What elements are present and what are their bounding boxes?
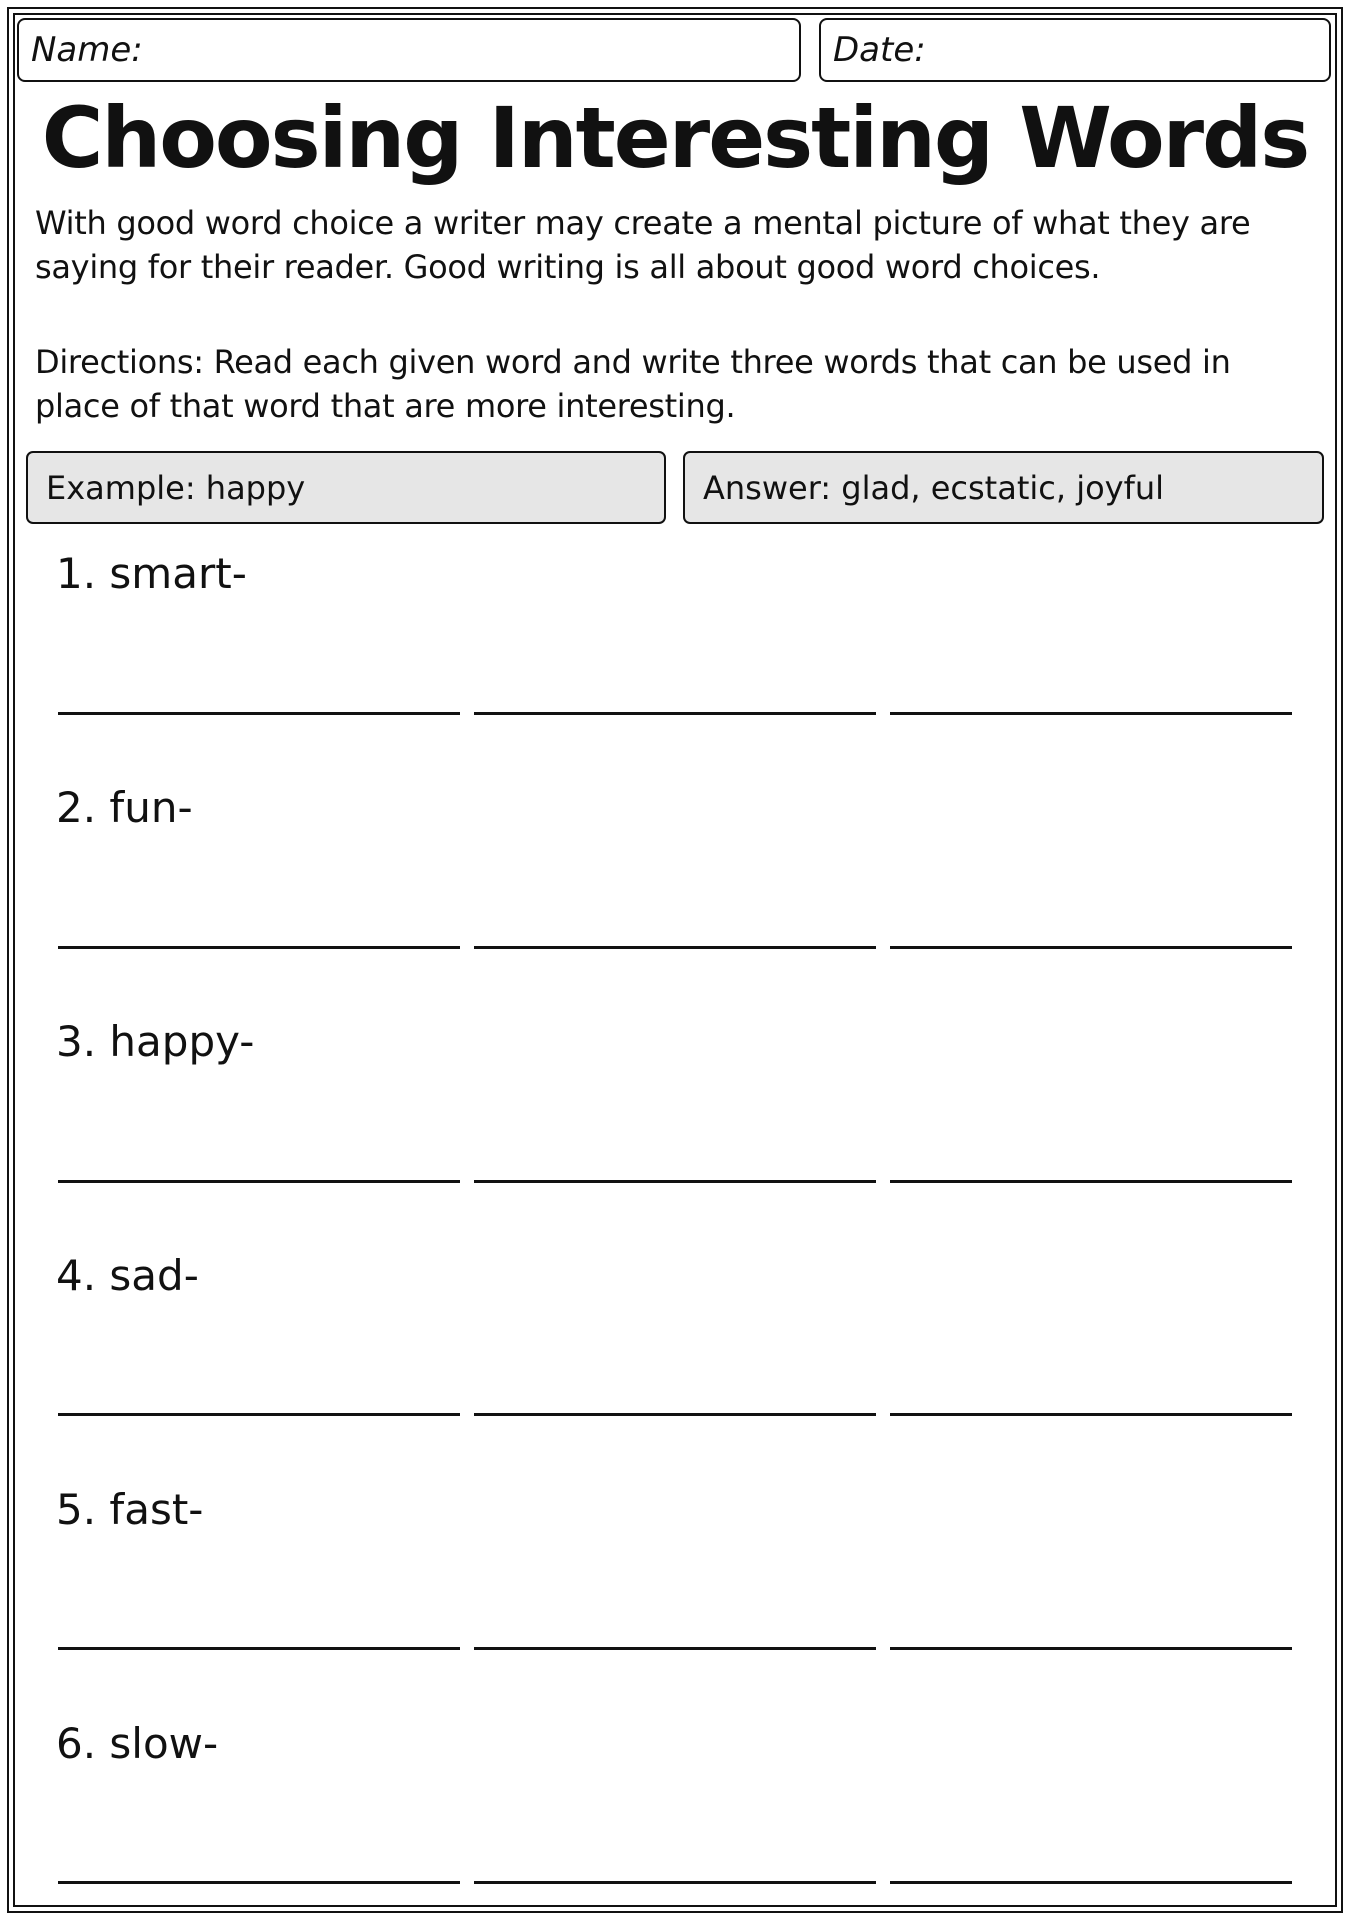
item-label: 1. smart- (56, 549, 247, 598)
intro-text: With good word choice a writer may create a mental picture of what they are saying for their reader. Good writing is all about good word choices. (35, 204, 1251, 286)
example-answer-box (683, 451, 1324, 524)
answer-line[interactable] (474, 1647, 876, 1650)
answer-line[interactable] (58, 712, 460, 715)
page-border-inner (13, 13, 1337, 1907)
answer-line[interactable] (58, 1881, 460, 1884)
date-label: Date: (833, 30, 926, 70)
example-box (26, 451, 666, 524)
answer-line[interactable] (474, 712, 876, 715)
item-label: 5. fast- (56, 1485, 204, 1534)
answer-line[interactable] (890, 946, 1292, 949)
item-label: 3. happy- (56, 1017, 255, 1066)
name-field[interactable] (17, 18, 801, 82)
answer-line[interactable] (474, 1180, 876, 1183)
answer-line[interactable] (58, 1180, 460, 1183)
answer-line[interactable] (890, 1180, 1292, 1183)
answer-line[interactable] (58, 946, 460, 949)
example-answer-text: Answer: glad, ecstatic, joyful (703, 468, 1165, 507)
directions-text: Directions: Read each given word and write three words that can be used in place of that word that are more interesting. (35, 343, 1231, 425)
answer-line[interactable] (890, 1647, 1292, 1650)
answer-line[interactable] (474, 1413, 876, 1416)
example-text: Example: happy (46, 468, 306, 507)
answer-line[interactable] (474, 1881, 876, 1884)
answer-line[interactable] (890, 1413, 1292, 1416)
answer-line[interactable] (58, 1413, 460, 1416)
item-label: 6. slow- (56, 1719, 219, 1768)
answer-line[interactable] (474, 946, 876, 949)
answer-line[interactable] (58, 1647, 460, 1650)
date-field[interactable] (819, 18, 1331, 82)
name-label: Name: (31, 30, 143, 70)
item-label: 2. fun- (56, 783, 193, 832)
answer-line[interactable] (890, 1881, 1292, 1884)
answer-line[interactable] (890, 712, 1292, 715)
page-title: Choosing Interesting Words (41, 89, 1309, 187)
item-label: 4. sad- (56, 1251, 199, 1300)
